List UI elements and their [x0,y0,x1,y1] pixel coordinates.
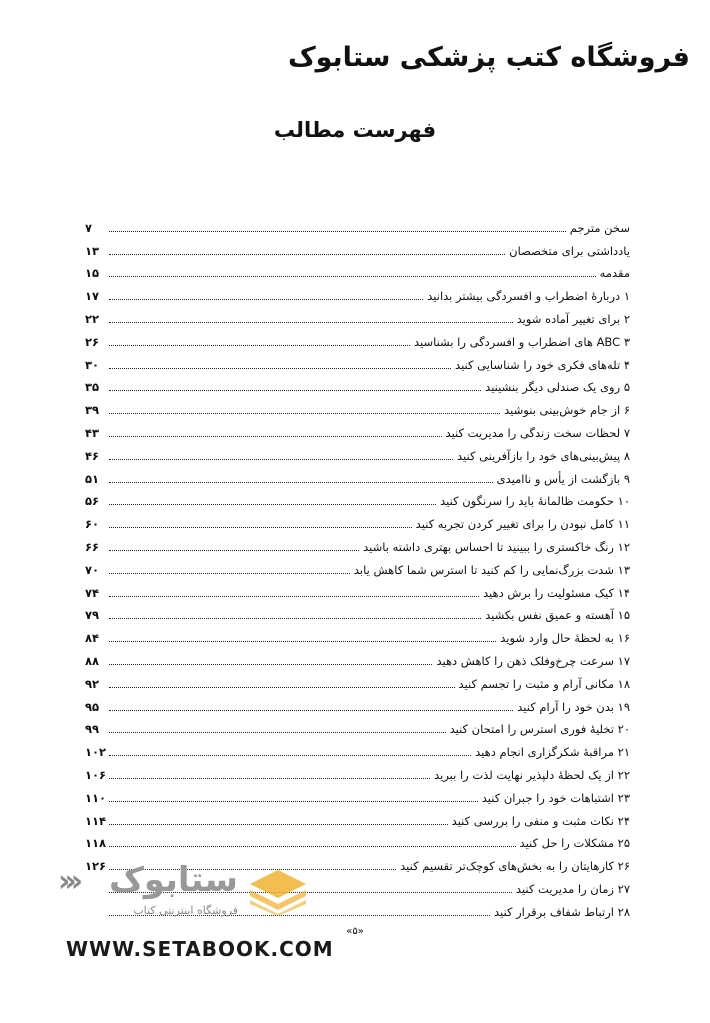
toc-entry-title: ۶ از جام خوش‌بینی بنوشید [504,403,630,418]
toc-entry-title: ۲۱ مراقبهٔ شکرگزاری انجام دهید [475,745,630,760]
book-stack-icon [248,868,308,916]
page-number: «۵» [346,926,364,937]
toc-leader-dots [109,595,479,597]
toc-entry [85,440,630,463]
toc-entry [85,417,630,440]
toc-entry-title: ۱۳ شدت بزرگ‌نمایی را کم کنید تا استرس شما کاهش یابد [353,562,630,577]
toc-entry-title: ۲ برای تغییر آماده شوید [516,311,630,326]
toc-leader-dots [109,253,505,255]
toc-entry [85,691,630,714]
toc-entry [85,372,630,395]
toc-entry-title: ۱۰ حکومت ظالمانهٔ باید را سرنگون کنید [440,494,630,509]
toc-entry-page: ۱۱۸ [85,836,107,851]
toc-entry-title: ۱۴ کیک مسئولیت را برش دهید [483,585,630,600]
toc-entry-page: ۳۹ [85,403,100,418]
toc-entry [85,258,630,281]
toc-entry [85,303,630,326]
toc-entry [85,235,630,258]
toc-entry-page: ۱۱۴ [85,813,107,828]
toc-entry-page: ۴۳ [85,425,100,440]
toc-leader-dots [109,230,566,232]
watermark-logo [58,860,308,930]
toc-entry-title: ۱ دربارهٔ اضطراب و افسردگی بیشتر بدانید [427,289,630,304]
toc-list [85,212,630,919]
toc-leader-dots [109,823,448,825]
toc-entry-page: ۷۰ [85,562,100,577]
toc-entry [85,508,630,531]
toc-leader-dots [109,298,423,300]
toc-entry-page: ۷۴ [85,585,100,600]
toc-entry [85,782,630,805]
toc-leader-dots [109,367,451,369]
toc-entry-title: ۱۶ به لحظهٔ حال وارد شوید [500,631,630,646]
toc-entry-title: مقدمه [599,266,630,281]
toc-leader-dots [109,640,496,642]
toc-entry-title: سخن مترجم [569,220,630,235]
toc-entry [85,463,630,486]
toc-leader-dots [109,389,481,391]
toc-entry-title: ۲۳ اشتباهات خود را جبران کنید [481,790,630,805]
toc-entry-page: ۹۲ [85,676,100,691]
toc-leader-dots [109,321,513,323]
watermark-brand: ستابوک [109,860,238,900]
toc-leader-dots [109,435,442,437]
toc-entry-page: ۲۲ [85,311,100,326]
toc-leader-dots [109,845,516,847]
toc-entry-page: ۸۸ [85,653,100,668]
toc-entry-title: ۱۷ سرعت چرخ‌وفلک ذهن را کاهش دهید [436,653,630,668]
toc-entry-title: ۲۷ زمان را مدیریت کنید [515,881,630,896]
toc-entry-page: ۱۷ [85,289,100,304]
toc-entry [85,759,630,782]
toc-leader-dots [109,617,481,619]
toc-entry-title: ۱۱ کامل نبودن را برای تغییر کردن تجربه کنید [415,517,630,532]
toc-entry-page: ۵۱ [85,471,100,486]
toc-entry-page: ۷۹ [85,608,100,623]
toc-leader-dots [109,503,436,505]
toc-entry-page: ۹۹ [85,722,100,737]
toc-entry-title: ۱۲ رنگ خاکستری را ببینید تا احساس بهتری داشته باشید [363,539,630,554]
toc-entry-title: ۸ پیش‌بینی‌های خود را بازآفرینی کنید [456,448,630,463]
toc-entry-page: ۳۰ [85,357,100,372]
toc-leader-dots [109,754,471,756]
toc-leader-dots [109,663,432,665]
toc-entry-title: ۳ ABC های اضطراب و افسردگی را بشناسید [413,334,630,349]
toc-entry [85,486,630,509]
toc-entry-page: ۸۴ [85,631,100,646]
toc-entry-title: ۲۰ تخلیهٔ فوری استرس را امتحان کنید [449,722,630,737]
toc-leader-dots [109,731,446,733]
toc-entry-title: ۲۴ نکات مثبت و منفی را بررسی کنید [451,813,630,828]
toc-leader-dots [109,412,500,414]
toc-heading: فهرست مطالب [273,118,437,142]
chevrons-icon: ‹‹‹ [58,864,78,899]
toc-entry-title: ۱۵ آهسته و عمیق نفس بکشید [485,608,630,623]
toc-entry-title: ۵ روی یک صندلی دیگر بنشینید [485,380,630,395]
toc-leader-dots [109,777,430,779]
toc-entry-title: ۲۶ کارهایتان را به بخش‌های کوچک‌تر تقسیم کنید [400,859,630,874]
toc-entry [85,736,630,759]
toc-entry-title: ۱۹ بدن خود را آرام کنید [517,699,630,714]
toc-entry [85,394,630,417]
toc-entry [85,212,630,235]
toc-leader-dots [109,800,478,802]
toc-entry [85,326,630,349]
toc-entry-title: ۹ بازگشت از یأس و ناامیدی [496,471,630,486]
toc-entry-page: ۶۰ [85,517,100,532]
toc-entry [85,577,630,600]
toc-leader-dots [109,572,350,574]
toc-entry-page: ۳۵ [85,380,100,395]
toc-entry-title: ۲۵ مشکلات را حل کنید [519,836,630,851]
toc-entry [85,828,630,851]
toc-entry [85,531,630,554]
store-title: فروشگاه کتب پزشکی ستابوک [287,42,690,73]
toc-entry-page: ۱۰۲ [85,745,107,760]
toc-leader-dots [109,526,412,528]
toc-entry-page: ۵۶ [85,494,100,509]
toc-entry-title: ۱۸ مکانی آرام و مثبت را تجسم کنید [458,676,630,691]
toc-leader-dots [109,686,455,688]
toc-entry-title: ۲۲ از یک لحظهٔ دلپذیر نهایت لذت را ببرید [434,767,630,782]
toc-leader-dots [109,481,493,483]
toc-entry [85,622,630,645]
toc-leader-dots [109,709,513,711]
toc-leader-dots [109,458,453,460]
toc-entry-page: ۷ [85,220,93,235]
toc-leader-dots [109,275,596,277]
toc-entry [85,349,630,372]
toc-entry-title: ۲۸ ارتباط شفاف برقرار کنید [493,904,630,919]
toc-leader-dots [109,549,359,551]
watermark-subtitle: فروشگاه اینترنتی کتاب [133,904,238,917]
toc-entry-page: ۱۲۶ [85,859,107,874]
watermark-site: WWW.SETABOOK.COM [66,937,334,961]
toc-entry [85,600,630,623]
toc-entry-page: ۱۱۰ [85,790,107,805]
toc-entry [85,280,630,303]
toc-entry-page: ۱۰۶ [85,767,107,782]
toc-entry-page: ۹۵ [85,699,100,714]
toc-entry [85,805,630,828]
toc-entry-page: ۴۶ [85,448,100,463]
toc-entry-title: یادداشتی برای متخصصان [509,243,630,258]
toc-entry [85,668,630,691]
toc-entry [85,645,630,668]
toc-entry-title: ۷ لحظات سخت زندگی را مدیریت کنید [445,425,630,440]
toc-leader-dots [109,344,410,346]
toc-entry-page: ۶۶ [85,539,100,554]
toc-entry [85,714,630,737]
toc-entry-page: ۱۳ [85,243,100,258]
toc-entry-page: ۱۵ [85,266,100,281]
toc-entry [85,554,630,577]
toc-entry-title: ۴ تله‌های فکری خود را شناسایی کنید [455,357,630,372]
toc-entry-page: ۲۶ [85,334,100,349]
